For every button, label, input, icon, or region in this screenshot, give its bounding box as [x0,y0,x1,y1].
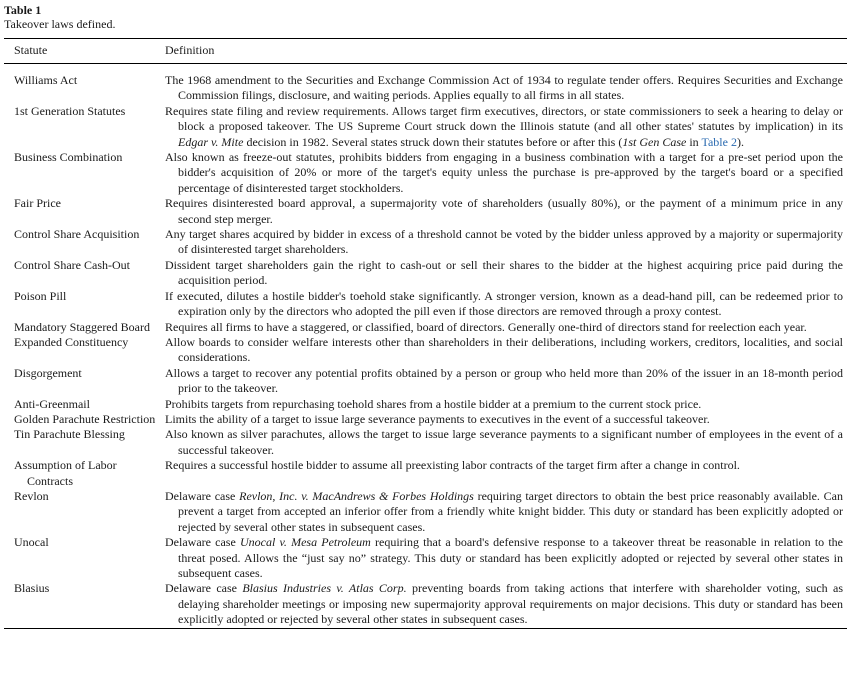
header-row [4,39,847,64]
table-row [4,196,847,227]
table-row [4,258,847,289]
statute-cell: Mandatory Staggered Board [14,319,150,334]
table-row [4,289,847,320]
table-row [4,366,847,397]
definition-cell [165,104,843,150]
statute-cell: Anti-Greenmail [14,396,90,411]
definition-cell: If executed, dilutes a hostile bidder's toehold stake significantly. A stronger version, known as a dead-hand pill, can be redeemed prior to expiration only by the directors who adopted the pill even if those directors are removed through a proxy contest. [165,288,843,319]
table-row [4,150,847,196]
definition-text: requiring target directors to obtain the best price reasonably available. Can prevent a target from accepted an inferior offer from a friendly white knight bidder. This duty or standard has been explicitly adopted or rejected by several other states in subsequent cases. [178,488,844,534]
statute-cell: Golden Parachute Restriction [14,411,156,426]
table-row [4,458,847,489]
case-reference: 1st Gen Case [622,134,687,149]
statute-cell: Unocal [14,535,49,550]
statute-cell: Tin Parachute Blessing [14,427,125,442]
definition-cell [165,581,843,627]
table-row [4,104,847,150]
table-2-link[interactable]: Table 2 [701,134,737,149]
definition-text: Delaware case [165,488,240,503]
definition-cell: Any target shares acquired by bidder in excess of a threshold cannot be voted by the bidder unless approved by a majority or supermajority of disinterested target shareholders. [165,227,843,257]
case-name: Revlon, Inc. v. MacAndrews & Forbes Holdings [239,488,474,503]
statute-cell: 1st Generation Statutes [14,103,126,118]
table-row [4,227,847,258]
statute-cell: Control Share Cash-Out [14,257,130,272]
case-name: Edgar v. Mite [178,134,244,149]
definition-text: Delaware case [165,581,243,596]
statute-cell: Fair Price [14,196,61,211]
table-row [4,581,847,628]
table-row [4,427,847,458]
definition-cell: Allow boards to consider welfare interests other than shareholders in their deliberations, including workers, creditors, localities, and social considerations. [165,334,843,365]
definition-cell: Requires disinterested board approval, a supermajority vote of shareholders (usually 80%), or the payment of a minimum price in any second step merger. [165,196,843,226]
table-title: Table 1 [4,3,42,17]
statute-cell: Disgorgement [14,365,82,380]
statute-cell: Poison Pill [14,288,67,303]
table-row [4,535,847,581]
definition-text: preventing boards from taking actions that interfere with shareholder voting, such as delaying shareholder meetings or imposing new supermajority approval requirements on major decisions. This duty or standard has been explicitly adopted or rejected by several other states in subsequent cases. [178,581,843,627]
definition-cell: Limits the ability of a target to issue large severance payments to executives in the event of a successful takeover. [165,411,710,426]
definition-text: decision in 1982. Several states struck down their statutes before or after this ( [243,134,623,149]
table-row [4,412,847,427]
statute-cell: Williams Act [14,73,78,87]
case-name: Blasius Industries v. Atlas Corp. [242,581,407,596]
statute-cell: Expanded Constituency [14,334,129,349]
statute-cell: Control Share Acquisition [14,227,140,242]
table-row [4,320,847,335]
takeover-laws-table [4,38,847,629]
definition-cell [165,489,843,535]
table-subtitle: Takeover laws defined. [4,17,116,31]
definition-cell: Also known as freeze-out statutes, prohibits bidders from engaging in a business combination with a target for a pre-set period upon the bidder's acquisition of 20% or more of the target's equity unless the purchase is pre-approved by the target's board or a specified percentage of disinterested target stockholders. [165,150,843,195]
table-row [4,64,847,104]
definition-text: Delaware case [165,535,240,550]
definition-cell: Also known as silver parachutes, allows the target to issue large severance payments to a significant number of employees in the event of a successful takeover. [165,427,843,457]
header-statute: Statute [4,39,165,64]
definition-text: requiring that a board's defensive response to a takeover threat be reasonable in relation to the threat posed. Allows the “just say no” strategy. This duty or standard has been explicitly adopted or rejected by several other states in subsequent cases. [178,535,844,580]
statute-cell: Business Combination [14,150,123,165]
definition-text: ). [736,134,744,149]
definition-cell: Dissident target shareholders gain the right to cash-out or sell their shares to the bidder at the highest acquiring price paid during the acquisition period. [165,257,843,288]
definition-cell [165,535,843,581]
case-name: Unocal v. Mesa Petroleum [239,535,371,550]
definition-cell: Prohibits targets from repurchasing toehold shares from a hostile bidder at a premium to the current stock price. [165,396,702,411]
statute-cell: Assumption of Labor Contracts [14,458,117,488]
table-row [4,397,847,412]
statute-cell: Revlon [14,488,49,503]
statute-cell: Blasius [14,581,50,596]
header-definition: Definition [165,39,847,64]
table-row [4,489,847,535]
definition-text: Requires state filing and review requirements. Allows target firm executives, directors, or state commissioners to seek a hearing to delay or block a proposed takeover. The US Supreme Court struck down the Illinois statute (and all other states' statutes by implication) in its [165,103,843,134]
definition-cell: Allows a target to recover any potential profits obtained by a person or group who held more than 20% of the issuer in an 18-month period prior to the takeover. [165,365,843,396]
definition-cell: Requires all firms to have a staggered, or classified, board of directors. Generally one-third of directors stand for reelection each year. [165,319,807,334]
table-row [4,335,847,366]
definition-text: in [686,134,702,149]
definition-cell: Requires a successful hostile bidder to assume all preexisting labor contracts of the target firm after a change in control. [165,458,740,473]
definition-cell: The 1968 amendment to the Securities and Exchange Commission Act of 1934 to regulate tender offers. Requires Securities and Exchange Commission filings, disclosure, and waiting periods. Applies equally to all firms in all states. [165,73,843,103]
